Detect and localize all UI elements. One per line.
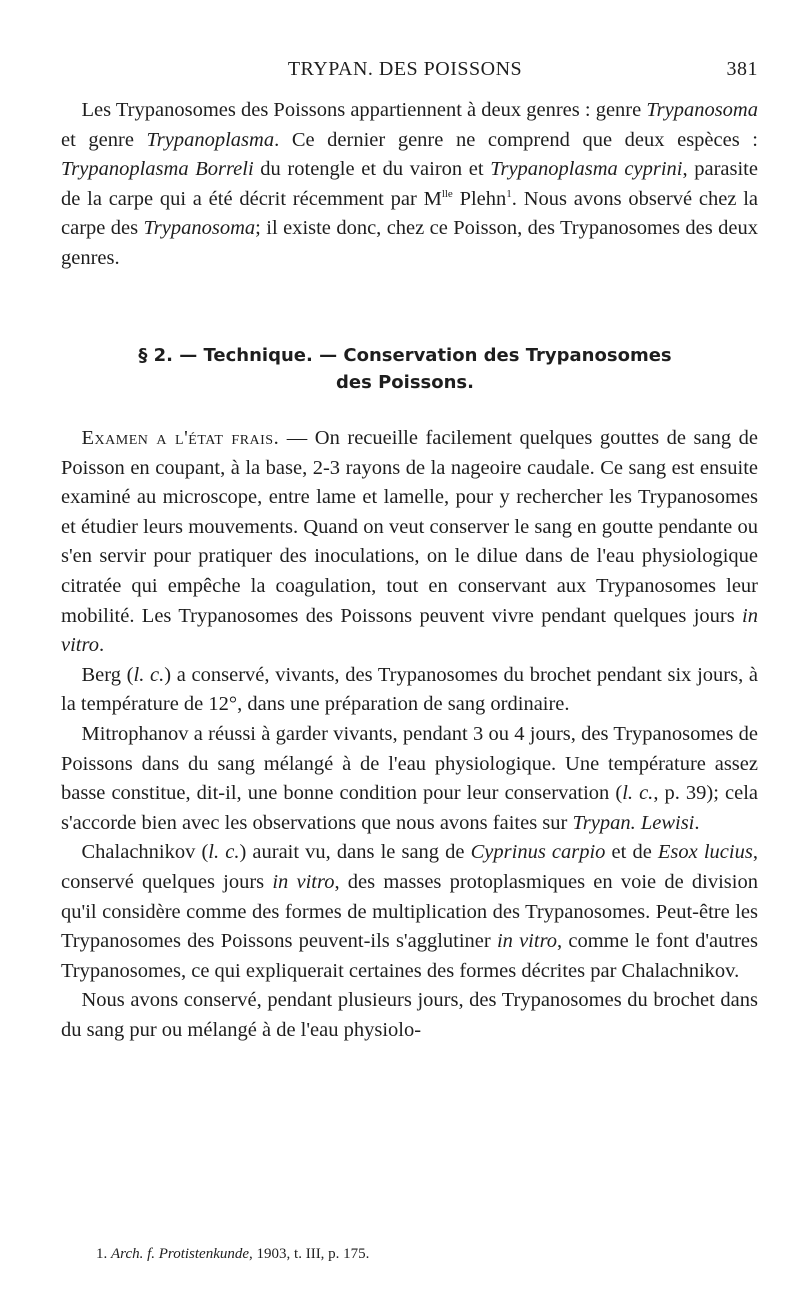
italic-run: Cyprinus carpio <box>470 841 606 864</box>
text-run: , des masses protoplasmiques en voie de division qu'il considère comme des formes de multiplication des Trypanosomes. Peut-être les Trypanosomes des Poissons peuvent-ils s'agglutiner <box>61 870 758 953</box>
superscript: lle <box>441 187 453 200</box>
italic-run: Trypanoplasma Borreli <box>61 158 254 181</box>
text-run: — On recueille facilement quelques gouttes de sang de Poisson en coupant, à la base, 2-3 rayons de la nageoire caudale. Ce sang est ensuite examiné au microscope, entre lame et lamelle, pour y rechercher les Trypanosomes et étudier leurs mouvements. Quand on veut conserver le sang en goutte pendante ou s'en servir pour pratiquer des inoculations, on le dilue dans de l'eau physiologique citratée qui empêche la coagulation, tout en conservant aux Trypanosomes leur mobilité. Les Trypanosomes des Poissons peuvent vivre pendant quelques jours <box>61 427 759 627</box>
italic-run: Trypanosoma <box>646 99 758 121</box>
text-run: ) aurait vu, dans le sang de <box>239 841 471 864</box>
text-run: , p. 39); cela s'accorde bien avec les observations que nous avons faites sur <box>61 782 759 834</box>
paragraph-chalachnikov <box>61 838 758 986</box>
text-run: du rotengle et du vairon et <box>253 158 491 181</box>
text-run: Chalachnikov ( <box>81 841 209 864</box>
paragraph-examen <box>61 424 758 661</box>
italic-run: Esox lucius <box>657 841 753 864</box>
footnote-citation: , 1903, t. III, p. 175. <box>249 1246 370 1262</box>
italic-run: l. c. <box>208 841 240 864</box>
section-heading-line-2: des Poissons. <box>336 372 474 393</box>
text-run: et genre <box>61 128 147 151</box>
text-run: ; il existe donc, chez ce Poisson, des Trypanosomes des deux genres. <box>61 217 758 269</box>
text-run: Les Trypanosomes des Poissons appartiennent à deux genres : genre <box>81 99 647 121</box>
footnote <box>96 1246 369 1263</box>
italic-run: Trypan. Lewisi <box>572 811 695 834</box>
text-run: , comme le font d'autres Trypanosomes, ce qui expliquerait certaines des formes décrites par Chalachnikov. <box>61 930 758 982</box>
italic-run: in vitro <box>61 604 758 657</box>
text-run: . <box>98 634 105 657</box>
text-run: . Nous avons observé chez la carpe des <box>61 187 758 240</box>
section-body <box>61 424 758 1045</box>
intro-paragraph <box>61 96 758 274</box>
running-title: TRYPAN. DES POISSONS <box>287 58 523 80</box>
text-run: ) a conservé, vivants, des Trypanosomes du brochet pendant six jours, à la température de 12°, dans une préparation de sang ordinaire. <box>61 663 758 716</box>
italic-run: in vitro <box>272 870 335 893</box>
italic-run: Trypanoplasma <box>146 128 275 151</box>
footnote-journal: Arch. f. Protistenkunde <box>111 1246 250 1262</box>
italic-run: l. c. <box>133 663 165 686</box>
page-number: 381 <box>726 58 758 80</box>
section-heading <box>52 342 758 396</box>
text-run: Plehn <box>452 187 507 210</box>
text-run: Berg ( <box>81 663 134 686</box>
footnote-number: 1. <box>96 1246 111 1262</box>
run-in-heading: Examen a l'état frais. <box>81 427 280 449</box>
section-heading-line-1: § 2. — Technique. — Conservation des Trypanosomes <box>138 345 672 366</box>
footnote-ref: 1 <box>506 187 512 200</box>
text-run: et de <box>605 841 658 864</box>
paragraph-conserve <box>61 986 758 1045</box>
italic-run: Trypanosoma <box>143 217 256 240</box>
running-head <box>52 58 758 84</box>
text-run: , conservé quelques jours <box>61 841 758 893</box>
italic-run: Trypanoplasma cyprini <box>490 158 683 181</box>
text-run: , parasite de la carpe qui a été décrit récemment par M <box>61 158 758 210</box>
paragraph-mitrophanov <box>61 720 758 838</box>
text-run: Mitrophanov a réussi à garder vivants, pendant 3 ou 4 jours, des Trypanosomes de Poissons dans du sang mélangé à de l'eau physiologique. Une température assez basse constitue, dit-il, une bonne condition pour leur conservation ( <box>61 722 758 805</box>
text-run: . Ce dernier genre ne comprend que deux espèces : <box>274 128 758 151</box>
paragraph <box>61 96 758 274</box>
italic-run: in vitro <box>496 930 558 953</box>
paragraph-berg <box>61 661 758 720</box>
text-run: Nous avons conservé, pendant plusieurs jours, des Trypanosomes du brochet dans du sang pur ou mélangé à de l'eau physiolo- <box>61 989 758 1041</box>
italic-run: l. c. <box>622 782 654 805</box>
text-run: . <box>694 811 700 834</box>
